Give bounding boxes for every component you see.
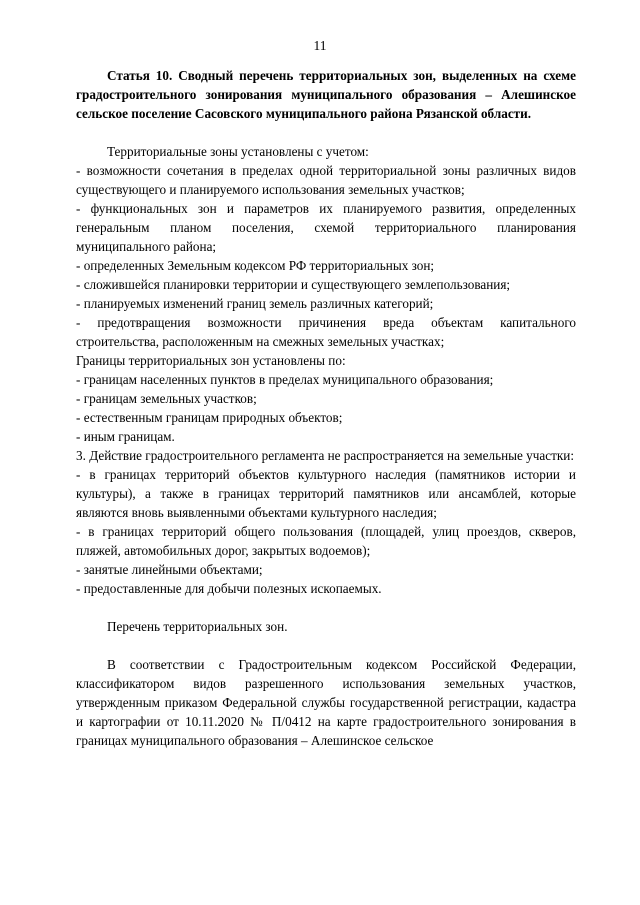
spacer bbox=[76, 636, 576, 655]
regulation-item: - занятые линейными объектами; bbox=[76, 562, 263, 577]
regulation-item: - предоставленные для добычи полезных ископаемых. bbox=[76, 581, 382, 596]
zones-list-title: Перечень территориальных зон. bbox=[107, 619, 288, 634]
regulation-item: - в границах территорий общего пользования (площадей, улиц проездов, скверов, пляжей, автомобильных дорог, закрытых водоемов); bbox=[76, 524, 576, 558]
regulation-item: - в границах территорий объектов культурного наследия (памятников истории и культуры), а также в границах территорий памятников или ансамблей, которые являются вновь выявленными объектами культурного наследия; bbox=[76, 467, 576, 520]
spacer bbox=[76, 123, 576, 142]
document-body bbox=[76, 66, 576, 750]
zones-intro: Территориальные зоны установлены с учетом: bbox=[107, 144, 369, 159]
zones-item: - возможности сочетания в пределах одной территориальной зоны различных видов существующего и планируемого использования земельных участков; bbox=[76, 163, 576, 197]
zones-item: - определенных Земельным кодексом РФ территориальных зон; bbox=[76, 258, 435, 273]
zones-item: - сложившейся планировки территории и существующего землепользования; bbox=[76, 277, 511, 292]
article-heading: Статья 10. Сводный перечень территориальных зон, выделенных на схеме градостроительного зонирования муниципального образования – Алешинское сельское поселение Сасовского муниципального района Рязанской области. bbox=[76, 68, 576, 121]
borders-item: - границам населенных пунктов в пределах муниципального образования; bbox=[76, 372, 494, 387]
final-paragraph: В соответствии с Градостроительным кодексом Российской Федерации, классификатором видов разрешенного использования земельных участков, утвержденным приказом Федеральной службы государственной регистрации, кадастра и картографии от 10.11.2020 № П/0412 на карте градостроительного зонирования в границах муниципального образования – Алешинское сельское bbox=[76, 657, 576, 748]
borders-item: - границам земельных участков; bbox=[76, 391, 257, 406]
regulation-intro: 3. Действие градостроительного регламента не распространяется на земельные участки: bbox=[76, 448, 574, 463]
page-number: 11 bbox=[313, 38, 327, 53]
borders-item: - иным границам. bbox=[76, 429, 175, 444]
borders-intro: Границы территориальных зон установлены по: bbox=[76, 353, 346, 368]
zones-item: - предотвращения возможности причинения вреда объектам капитального строительства, расположенным на смежных земельных участках; bbox=[76, 315, 576, 349]
spacer bbox=[76, 598, 576, 617]
zones-item: - функциональных зон и параметров их планируемого развития, определенных генеральным планом поселения, схемой территориального планирования муниципального района; bbox=[76, 201, 576, 254]
borders-item: - естественным границам природных объектов; bbox=[76, 410, 343, 425]
zones-item: - планируемых изменений границ земель различных категорий; bbox=[76, 296, 434, 311]
